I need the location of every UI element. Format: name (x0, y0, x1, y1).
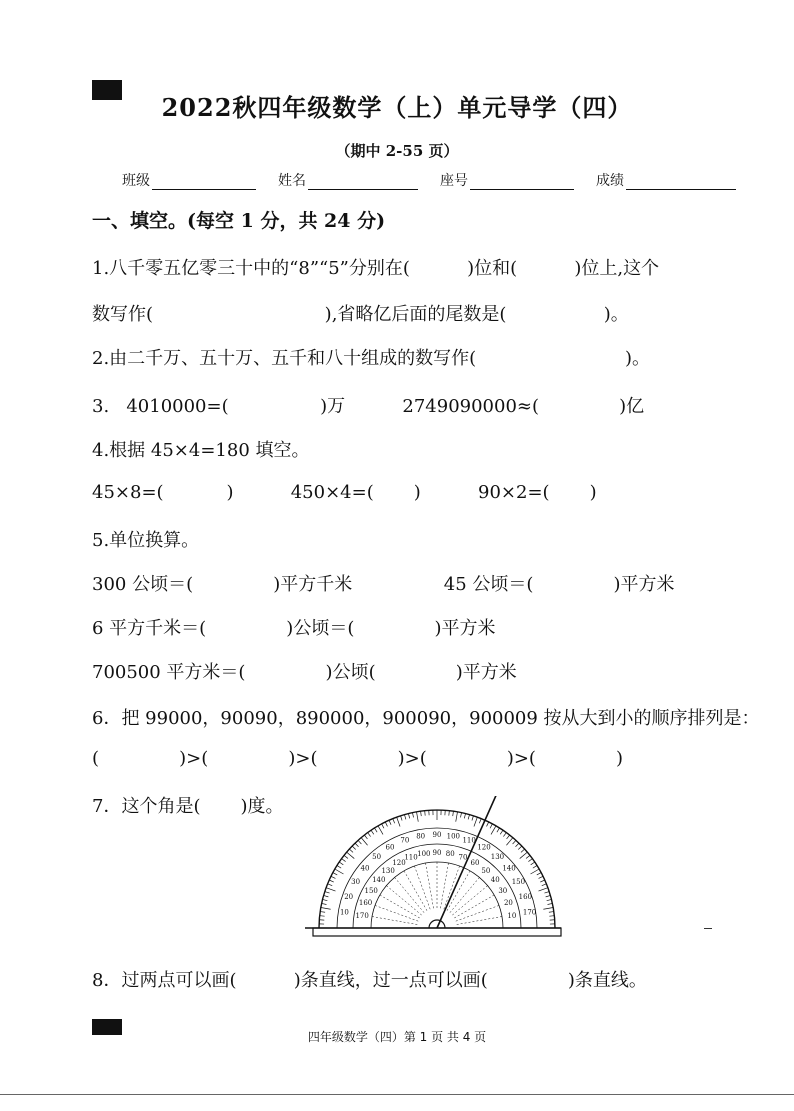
page-footer: 四年级数学（四）第 1 页 共 4 页 (307, 1030, 487, 1044)
protractor-diagram (305, 796, 575, 946)
protractor-outer-numeral: 20 (344, 892, 354, 901)
protractor-tick (344, 855, 348, 858)
class-field[interactable] (152, 173, 256, 190)
protractor-tick (533, 865, 537, 868)
protractor-tick (548, 903, 553, 904)
protractor-tick (497, 828, 500, 832)
student-info-row (122, 170, 758, 190)
protractor-tick (382, 824, 384, 828)
protractor-tick (479, 819, 481, 824)
protractor-tick (342, 859, 346, 862)
protractor-inner-numeral: 100 (417, 850, 431, 859)
protractor-inner-numeral: 80 (445, 850, 455, 859)
name-label: 姓名 (278, 173, 306, 189)
protractor-tick (361, 838, 367, 846)
protractor-tick (358, 840, 361, 844)
question-5-line-2: 6 平方千米＝( )公顷＝( )平方米 (92, 618, 496, 639)
protractor-tick (549, 912, 554, 913)
protractor-outer-numeral: 70 (400, 836, 410, 845)
protractor-tick (321, 908, 331, 910)
protractor-guide (372, 917, 419, 925)
protractor-outer-numeral: 120 (477, 843, 491, 852)
seat-label: 座号 (440, 173, 468, 189)
protractor-tick (542, 884, 547, 886)
protractor-tick (389, 820, 391, 825)
protractor-inner-numeral: 20 (503, 899, 513, 908)
protractor-tick (352, 846, 356, 849)
protractor-outer-numeral: 50 (372, 852, 382, 861)
score-field[interactable] (626, 173, 736, 190)
protractor-inner-numeral: 130 (381, 866, 395, 875)
seat-field[interactable] (470, 173, 574, 190)
protractor-tick (518, 846, 522, 849)
protractor-outer-numeral: 160 (518, 892, 533, 901)
protractor-outer-numeral: 80 (416, 832, 426, 841)
protractor-base (313, 928, 561, 936)
protractor-tick (347, 852, 355, 858)
protractor-tick (506, 838, 512, 846)
score-label: 成绩 (596, 173, 624, 189)
protractor-tick (355, 843, 358, 847)
protractor-guide (443, 866, 459, 911)
protractor-outer-numeral: 110 (462, 836, 476, 845)
protractor-tick (385, 822, 387, 826)
protractor-tick (507, 835, 510, 839)
protractor-outer-numeral: 10 (339, 908, 349, 917)
protractor-tick (393, 819, 395, 824)
angle-arm-ray (437, 796, 496, 928)
protractor-tick (531, 869, 540, 874)
protractor-tick (335, 869, 344, 874)
protractor-outer-numeral: 100 (446, 832, 461, 841)
protractor-tick (460, 813, 461, 818)
protractor-tick (538, 888, 547, 891)
protractor-tick (333, 873, 337, 875)
protractor-outer-numeral: 140 (502, 864, 516, 873)
protractor-tick (322, 903, 327, 904)
protractor-tick (490, 824, 492, 828)
protractor-tick (364, 835, 367, 839)
protractor-tick (421, 811, 422, 816)
protractor-guide (449, 877, 480, 914)
protractor-tick (408, 814, 409, 819)
protractor-outer-numeral: 60 (385, 843, 395, 852)
protractor-tick (404, 815, 405, 820)
protractor-tick (371, 830, 374, 834)
protractor-outer-numeral: 30 (351, 878, 361, 886)
protractor-tick (464, 814, 465, 819)
protractor-inner-numeral: 150 (364, 887, 378, 895)
question-5-line-3: 700500 平方米＝( )公顷( )平方米 (92, 662, 517, 683)
protractor-tick (526, 855, 530, 858)
page-subtitle: （期中 2-55 页） (335, 142, 459, 160)
protractor-tick (326, 888, 335, 891)
protractor-tick (325, 892, 330, 894)
protractor-outer-numeral: 130 (490, 852, 505, 861)
protractor-tick (329, 880, 334, 882)
protractor-inner-numeral: 140 (372, 876, 386, 885)
protractor-inner-numeral: 50 (481, 866, 491, 875)
protractor-tick (324, 895, 329, 896)
protractor-tick (537, 873, 541, 875)
protractor-tick (468, 815, 469, 820)
protractor-tick (323, 899, 328, 900)
protractor-guide (451, 886, 488, 917)
section-heading: 一、填空。(每空 1 分，共 24 分) (92, 210, 386, 232)
protractor-guide (446, 871, 470, 913)
protractor-tick (349, 849, 353, 852)
protractor-tick (547, 899, 552, 900)
protractor-guide (455, 917, 502, 925)
protractor-tick (539, 876, 543, 878)
protractor-tick (449, 811, 450, 816)
protractor-guide (404, 871, 428, 913)
protractor-tick (528, 859, 532, 862)
question-7: 7．这个角是( )度。 (92, 796, 284, 817)
protractor-tick (328, 884, 333, 886)
protractor-tick (543, 908, 553, 910)
protractor-tick (521, 849, 525, 852)
question-5-line-1: 300 公顷＝( )平方千米 45 公顷＝( )平方米 (92, 574, 675, 595)
protractor-guide (375, 905, 420, 921)
page-title: 2022秋四年级数学（上）单元导学（四） (161, 93, 633, 122)
question-2: 2.由二千万、五十万、五千和八十组成的数写作( )。 (92, 348, 650, 369)
protractor-tick (544, 892, 549, 894)
protractor-tick (378, 826, 383, 835)
protractor-tick (453, 811, 454, 816)
protractor-tick (412, 813, 413, 818)
protractor-outer-numeral: 170 (522, 908, 537, 917)
protractor-tick (320, 916, 325, 917)
protractor-tick (425, 811, 426, 816)
protractor-inner-numeral: 10 (507, 911, 517, 920)
protractor-tick (520, 852, 528, 858)
protractor-inner-numeral: 40 (490, 876, 500, 885)
bottom-rule (0, 1094, 794, 1095)
protractor-tick (487, 822, 489, 826)
protractor-tick (531, 862, 535, 865)
protractor-tick (474, 817, 477, 826)
protractor-tick (540, 880, 545, 882)
protractor-outer-numeral: 150 (511, 878, 526, 886)
protractor-tick (397, 817, 400, 826)
protractor-guide (386, 886, 423, 917)
protractor-guide (380, 895, 422, 919)
protractor-tick (331, 876, 335, 878)
protractor-tick (513, 840, 516, 844)
protractor-guide (414, 866, 430, 911)
protractor-tick (500, 830, 503, 834)
protractor-tick (337, 865, 341, 868)
protractor-guide (426, 863, 434, 910)
question-5-title: 5.单位换算。 (92, 530, 200, 551)
protractor-tick (472, 816, 474, 821)
protractor-guide (453, 895, 495, 919)
protractor-tick (503, 833, 506, 837)
protractor-outer-numeral: 90 (432, 831, 442, 839)
protractor-outer-numeral: 40 (360, 864, 370, 873)
protractor-tick (546, 895, 551, 896)
protractor-inner-numeral: 120 (392, 859, 406, 868)
protractor-tick (401, 816, 403, 821)
question-4-items: 45×8=( ) 450×4=( ) 90×2=( ) (92, 482, 597, 503)
question-4-title: 4.根据 45×4=180 填空。 (92, 440, 310, 461)
stray-mark (704, 928, 712, 929)
class-label: 班级 (122, 173, 150, 189)
protractor-tick (491, 826, 496, 835)
protractor-inner-numeral: 60 (470, 859, 480, 868)
protractor-tick (456, 812, 458, 822)
question-3: 3. 4010000=( )万 2749090000≈( )亿 (92, 396, 645, 417)
protractor-tick (417, 812, 419, 822)
protractor-guide (454, 905, 499, 921)
question-6-line-2: ( )>( )>( )>( )>( ) (92, 748, 624, 769)
protractor-inner-numeral: 30 (498, 887, 508, 895)
protractor-tick (549, 916, 554, 917)
protractor-inner-numeral: 70 (458, 853, 468, 862)
protractor-inner-numeral: 170 (355, 911, 369, 920)
name-field[interactable] (308, 173, 418, 190)
question-6-line-1: 6．把 99000，90090，890000，900090，900009 按从大到小的顺序排列是： (92, 708, 760, 729)
question-8: 8．过两点可以画( )条直线，过一点可以画( )条直线。 (92, 970, 647, 991)
protractor-inner-numeral: 90 (432, 849, 442, 857)
protractor-tick (368, 833, 371, 837)
protractor-inner-numeral: 110 (404, 853, 418, 862)
protractor-tick (515, 843, 518, 847)
protractor-tick (339, 862, 343, 865)
protractor-tick (374, 828, 377, 832)
protractor-guide (395, 877, 426, 914)
question-1-line-1: 1.八千零五亿零三十中的“8”“5”分别在( )位和( )位上,这个 (92, 258, 660, 279)
protractor-tick (320, 912, 325, 913)
question-1-line-2: 数写作( ),省略亿后面的尾数是( )。 (92, 304, 629, 325)
protractor-inner-numeral: 160 (358, 899, 373, 908)
